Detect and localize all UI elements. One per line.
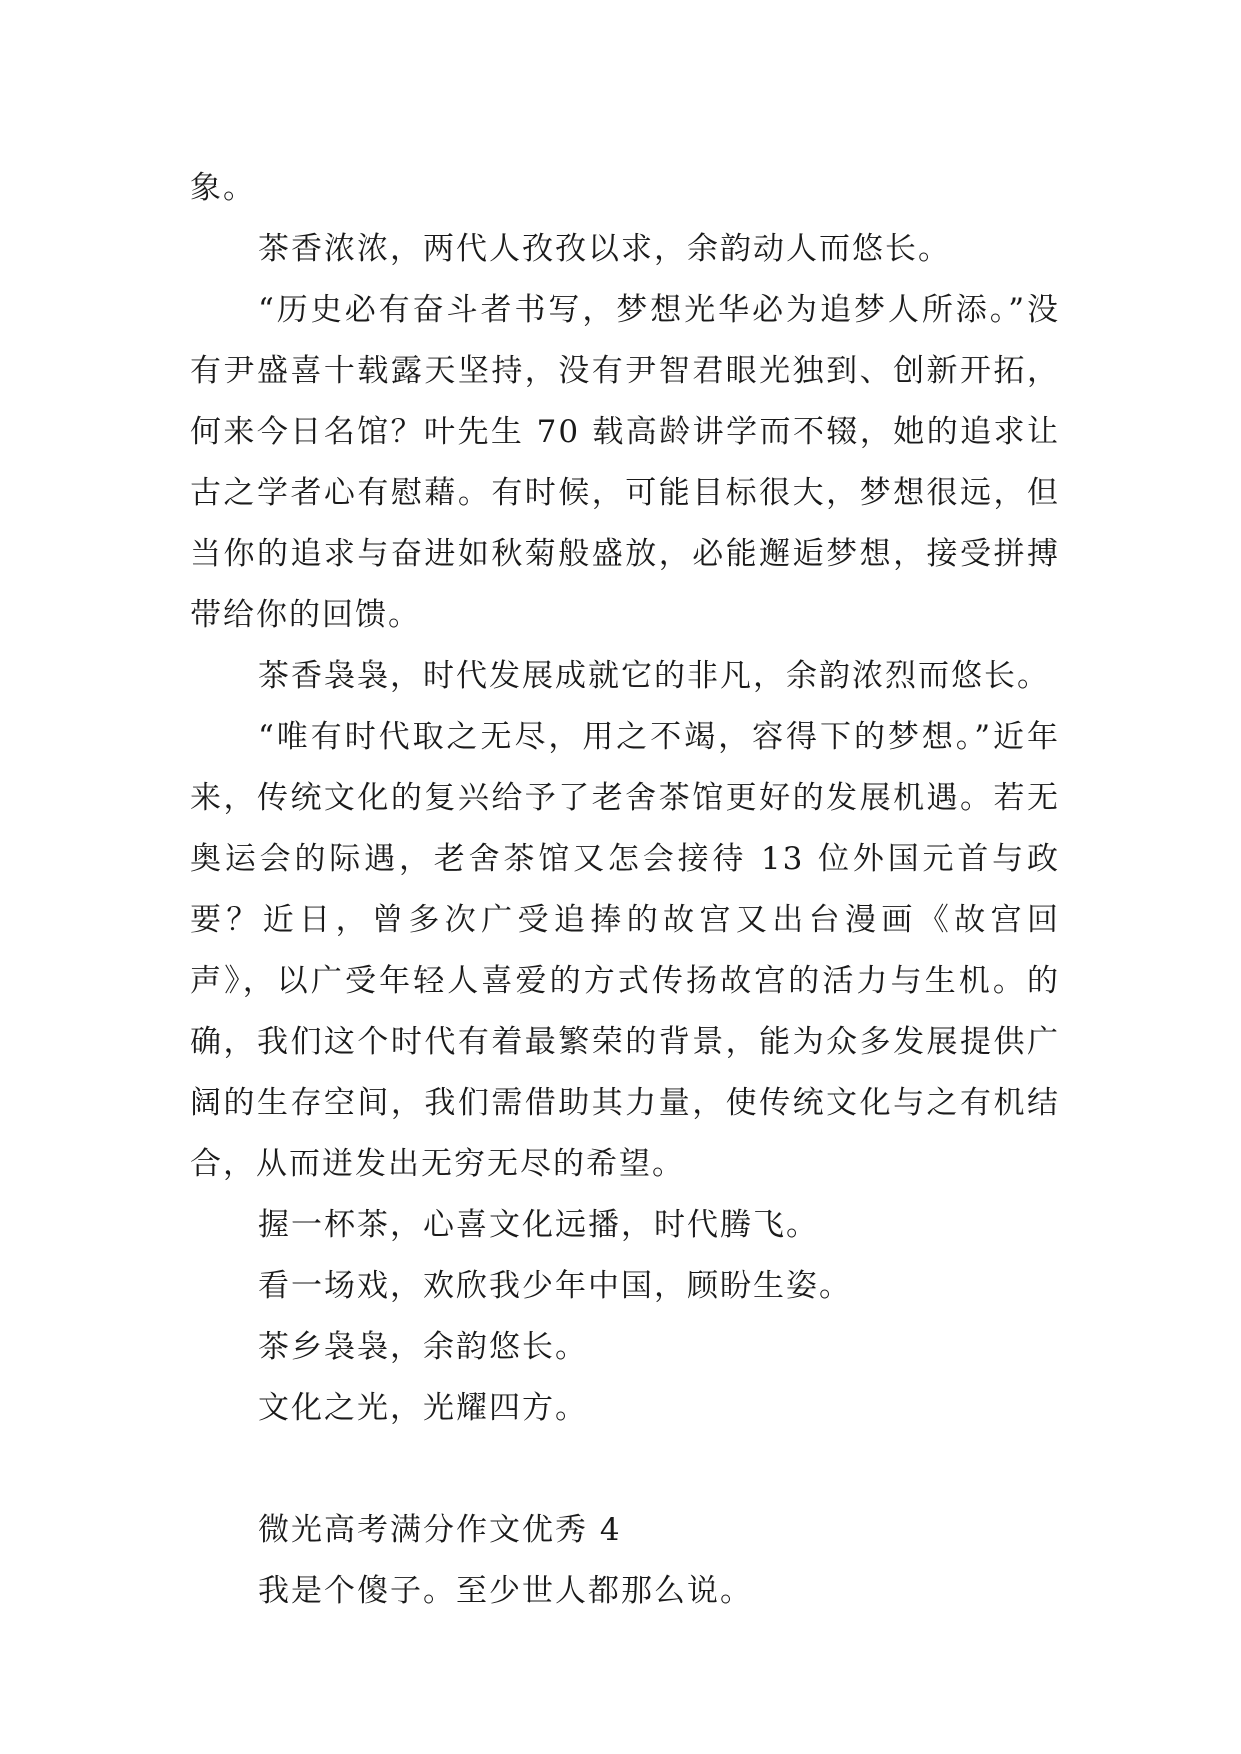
document-body (190, 158, 1060, 1622)
paragraph: 我是个傻子。至少世人都那么说。 (258, 1573, 753, 1609)
paragraph: 文化之光，光耀四方。 (258, 1390, 588, 1426)
paragraph: 看一场戏，欢欣我少年中国，顾盼生姿。 (258, 1268, 852, 1304)
paragraph: 握一杯茶，心喜文化远播，时代腾飞。 (258, 1207, 819, 1243)
paragraph: 茶香浓浓，两代人孜孜以求，余韵动人而悠长。 (258, 231, 951, 267)
paragraph: 茶香袅袅，时代发展成就它的非凡，余韵浓烈而悠长。 (258, 658, 1050, 694)
paragraph: “唯有时代取之无尽，用之不竭，容得下的梦想。”近年来，传统文化的复兴给予了老舍茶馆更好的发展机遇。若无奥运会的际遇，老舍茶馆又怎会接待 13 位外国元首与政要？近日，曾多次广受追捧的故宫又出台漫画《故宫回声》，以广受年轻人喜爱的方式传扬故宫的活力与生机。的确，我们这个时代有着最繁荣的背景，能为众多发展提供广阔的生存空间，我们需借助其力量，使传统文化与之有机结合，从而迸发出无穷无尽的希望。 (190, 719, 1060, 1182)
paragraph: “历史必有奋斗者书写，梦想光华必为追梦人所添。”没有尹盛喜十载露天坚持，没有尹智君眼光独到、创新开拓，何来今日名馆？叶先生 70 载高龄讲学而不辍，她的追求让古之学者心有慰藉。有时候，可能目标很大，梦想很远，但当你的追求与奋进如秋菊般盛放，必能邂逅梦想，接受拼搏带给你的回馈。 (190, 292, 1060, 633)
blank-line (190, 1439, 1060, 1500)
paragraph: 象。 (190, 170, 256, 206)
paragraph: 茶乡袅袅，余韵悠长。 (258, 1329, 588, 1365)
section-title: 微光高考满分作文优秀 4 (258, 1512, 622, 1548)
